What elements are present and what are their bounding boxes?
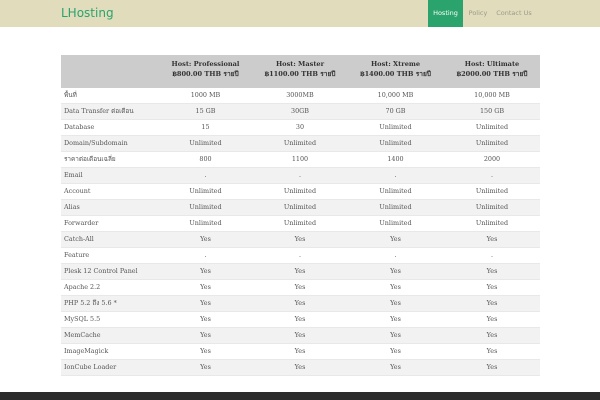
- row-value: 1000 MB: [190, 91, 221, 99]
- row-label: ราคาต่อเดือนเฉลี่ย: [64, 155, 116, 163]
- row-value: .: [394, 251, 397, 259]
- plan-price: ฿2000.00 THB รายปี: [456, 70, 528, 78]
- row-label: Email: [64, 171, 83, 179]
- table-row: [61, 136, 540, 152]
- hosting-plans-table: [61, 55, 540, 376]
- row-value: Yes: [486, 331, 498, 339]
- row-value: .: [490, 251, 494, 259]
- row-value: Yes: [486, 283, 498, 291]
- row-value: 150 GB: [479, 107, 505, 115]
- plan-header-xtreme: [347, 55, 444, 88]
- row-value: Yes: [390, 283, 401, 291]
- row-label: MySQL 5.5: [64, 315, 101, 323]
- row-value: Yes: [294, 347, 306, 355]
- row-value: Yes: [200, 347, 211, 355]
- row-value: Yes: [200, 331, 211, 339]
- row-value: 10,000 MB: [474, 91, 510, 99]
- row-value: Yes: [294, 315, 306, 323]
- row-label: Account: [64, 187, 91, 195]
- row-value: Unlimited: [475, 219, 509, 227]
- row-label: Forwarder: [64, 219, 99, 227]
- page-footer: [0, 392, 600, 400]
- row-label: Database: [64, 123, 95, 131]
- table-row: [61, 168, 540, 184]
- row-value: .: [204, 171, 207, 179]
- row-value: Yes: [390, 347, 401, 355]
- row-value: Yes: [486, 315, 498, 323]
- row-label: Alias: [64, 203, 80, 211]
- row-value: 70 GB: [385, 107, 406, 115]
- nav-item-hosting[interactable]: Hosting: [428, 0, 463, 27]
- row-label: IonCube Loader: [64, 363, 117, 371]
- row-value: Unlimited: [475, 187, 509, 195]
- row-label: MemCache: [64, 331, 101, 339]
- row-label: PHP 5.2 ถึง 5.6 *: [64, 299, 117, 307]
- table-row: [61, 360, 540, 376]
- row-value: Unlimited: [379, 219, 412, 227]
- row-value: .: [204, 251, 207, 259]
- row-value: Unlimited: [475, 123, 509, 131]
- row-value: Unlimited: [379, 203, 412, 211]
- row-value: Yes: [200, 363, 211, 371]
- row-label: Domain/Subdomain: [64, 139, 128, 147]
- row-value: .: [298, 171, 302, 179]
- row-value: Yes: [390, 315, 401, 323]
- row-value: Yes: [486, 235, 498, 243]
- row-value: Yes: [294, 331, 306, 339]
- plan-price: ฿1400.00 THB รายปี: [359, 70, 431, 78]
- plan-header-ultimate: [444, 55, 540, 88]
- row-value: Yes: [294, 267, 306, 275]
- row-label: พื้นที่: [64, 91, 77, 99]
- row-value: Yes: [200, 267, 211, 275]
- row-value: Unlimited: [283, 219, 317, 227]
- row-value: Yes: [200, 283, 211, 291]
- table-row: [61, 264, 540, 280]
- row-value: 30GB: [291, 107, 309, 115]
- row-value: Unlimited: [189, 187, 222, 195]
- row-value: Unlimited: [189, 203, 222, 211]
- row-value: 3000MB: [286, 91, 314, 99]
- row-value: Yes: [294, 235, 306, 243]
- table-row: [61, 328, 540, 344]
- row-label: Feature: [64, 251, 90, 259]
- table-row: [61, 120, 540, 136]
- row-value: Yes: [200, 235, 211, 243]
- row-value: Unlimited: [283, 203, 317, 211]
- table-row: [61, 88, 540, 104]
- plan-name: Host: Master: [275, 60, 325, 68]
- plan-name: Host: Professional: [171, 60, 240, 68]
- plan-header-master: [253, 55, 347, 88]
- row-value: 10,000 MB: [377, 91, 414, 99]
- table-row: [61, 344, 540, 360]
- row-value: Yes: [486, 363, 498, 371]
- table-row: [61, 184, 540, 200]
- row-value: Unlimited: [475, 203, 509, 211]
- row-value: Yes: [390, 267, 401, 275]
- row-value: .: [490, 171, 494, 179]
- table-row: [61, 248, 540, 264]
- table-row: [61, 296, 540, 312]
- row-value: 15: [201, 123, 210, 131]
- plan-name: Host: Ultimate: [464, 60, 520, 68]
- row-value: 800: [199, 155, 212, 163]
- table-header: [61, 55, 540, 88]
- row-value: Yes: [294, 363, 306, 371]
- row-value: 30: [295, 123, 305, 131]
- row-value: Yes: [390, 235, 401, 243]
- nav-item-policy[interactable]: Policy: [468, 9, 488, 17]
- nav-item-contact-us[interactable]: Contact Us: [496, 9, 532, 17]
- row-label: Apache 2.2: [64, 283, 101, 291]
- plan-price: ฿800.00 THB รายปี: [172, 70, 239, 78]
- row-label: ImageMagick: [64, 347, 109, 355]
- row-value: Unlimited: [379, 123, 412, 131]
- brand-logo[interactable]: LHosting: [61, 6, 114, 20]
- row-value: Yes: [486, 347, 498, 355]
- top-navbar: [0, 0, 600, 27]
- row-value: Yes: [390, 363, 401, 371]
- row-value: Unlimited: [189, 219, 222, 227]
- header-blank-cell: [61, 55, 158, 88]
- table-row: [61, 232, 540, 248]
- row-label: Plesk 12 Control Panel: [64, 267, 138, 275]
- main-nav: [428, 0, 535, 27]
- row-value: 2000: [483, 155, 501, 163]
- row-value: Unlimited: [189, 139, 222, 147]
- row-value: 1400: [387, 155, 404, 163]
- row-value: Unlimited: [379, 139, 412, 147]
- row-value: .: [394, 171, 397, 179]
- row-value: Unlimited: [379, 187, 412, 195]
- row-value: Unlimited: [283, 187, 317, 195]
- row-value: Yes: [390, 331, 401, 339]
- table-row: [61, 152, 540, 168]
- row-value: .: [298, 251, 302, 259]
- table-row: [61, 312, 540, 328]
- row-value: Yes: [200, 315, 211, 323]
- row-value: Yes: [200, 299, 211, 307]
- row-value: 15 GB: [195, 107, 216, 115]
- row-value: Yes: [486, 299, 498, 307]
- table-row: [61, 280, 540, 296]
- row-label: Data Transfer ต่อเดือน: [64, 107, 134, 115]
- row-value: 1100: [291, 155, 309, 163]
- table-row: [61, 200, 540, 216]
- plan-price: ฿1100.00 THB รายปี: [264, 70, 336, 78]
- row-value: Unlimited: [283, 139, 317, 147]
- plan-name: Host: Xtreme: [370, 60, 421, 68]
- row-value: Yes: [294, 299, 306, 307]
- table-body: [61, 88, 540, 376]
- row-value: Yes: [486, 267, 498, 275]
- row-value: Yes: [294, 283, 306, 291]
- table-row: [61, 216, 540, 232]
- table-row: [61, 104, 540, 120]
- row-value: Yes: [390, 299, 401, 307]
- row-label: Catch-All: [64, 235, 94, 243]
- plan-header-professional: [158, 55, 253, 88]
- row-value: Unlimited: [475, 139, 509, 147]
